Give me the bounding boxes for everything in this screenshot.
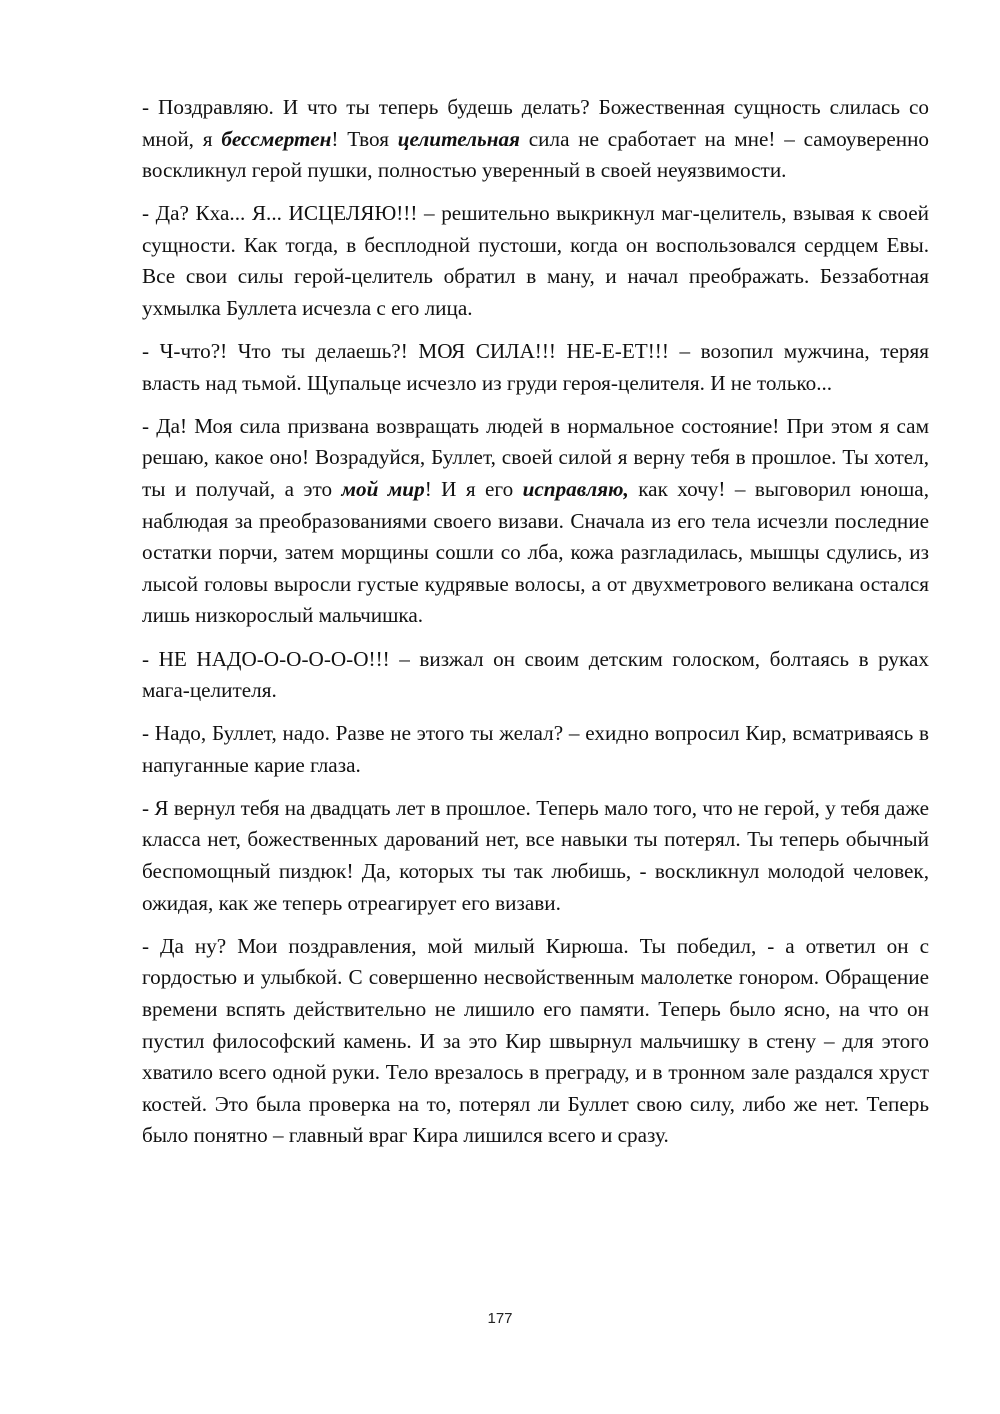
paragraph-text: - Надо, Буллет, надо. Разве не этого ты желал? – ехидно вопросил Кир, всматриваясь в напуганные карие глаза. [142,721,929,777]
page-body-text [142,92,929,1163]
paragraph-6 [142,718,929,781]
paragraph-text: - Да? Кха... Я... ИСЦЕЛЯЮ!!! – решительно выкрикнул маг-целитель, взывая к своей сущности. Как тогда, в бесплодной пустоши, когда он воспользовался сердцем Евы. Все свои силы герой-целитель обратил в ману, и начал преображать. Беззаботная ухмылка Буллета исчезла с его лица. [142,201,929,321]
paragraph-text: ! И я его [424,477,523,502]
emphasized-text: бессмертен [221,126,332,151]
paragraph-text: как хочу! – выговорил юноша, наблюдая за преобразованиями своего визави. Сначала из его тела исчезли последние остатки порчи, затем морщины сошли со лба, кожа разгладилась, мышцы сдулись, из лысой головы выросли густые кудрявые волосы, а от двухметрового великана остался лишь низкорослый мальчишка. [142,477,929,628]
paragraph-text: - Да! Моя сила призвана возвращать людей в нормальное состояние! При этом я сам решаю, какое оно! Возрадуйся, Буллет, своей силой я верну тебя в прошлое. Ты хотел, ты и получай, а это [142,413,929,502]
paragraph-4 [142,411,929,632]
paragraph-text: - Я вернул тебя на двадцать лет в прошлое. Теперь мало того, что не герой, у тебя даже класса нет, божественных дарований нет, все навыки ты потерял. Ты теперь обычный беспомощный пиздюк! Да, которых ты так любишь, - воскликнул молодой человек, ожидая, как же теперь отреагирует его визави. [142,795,929,915]
paragraph-1 [142,92,929,187]
paragraph-8 [142,931,929,1152]
paragraph-text: сила не сработает на мне! – самоуверенно воскликнул герой пушки, полностью уверенный в своей неуязвимости. [142,126,929,183]
emphasized-text: мой мир [341,477,425,502]
paragraph-text: - Поздравляю. И что ты теперь будешь делать? Божественная сущность слилась со мной, я [142,95,929,151]
page-number: 177 [487,1310,513,1327]
paragraph-3 [142,336,929,399]
paragraph-7 [142,793,929,919]
emphasized-text: целительная [397,126,520,151]
paragraph-2 [142,198,929,324]
paragraph-text: - Ч-что?! Что ты делаешь?! МОЯ СИЛА!!! НЕ-Е-ЕТ!!! – возопил мужчина, теряя власть над тьмой. Щупальце исчезло из груди героя-целителя. И не только... [142,339,929,395]
paragraph-text: ! Твоя [331,126,398,151]
paragraph-text: - НЕ НАДО-О-О-О-О-О!!! – визжал он своим детским голоском, болтаясь в руках мага-целителя. [142,646,929,703]
emphasized-text: исправляю, [522,477,629,502]
paragraph-text: - Да ну? Мои поздравления, мой милый Кирюша. Ты победил, - а ответил он с гордостью и улыбкой. С совершенно несвойственным малолетке гонором. Обращение времени вспять действительно не лишило его памяти. Теперь было ясно, на что он пустил философский камень. И за это Кир швырнул мальчишку в стену – для этого хватило всего одной руки. Тело врезалось в преграду, и в тронном зале раздался хруст костей. Это была проверка на то, потерял ли Буллет свою силу, либо же нет. Теперь было понятно – главный враг Кира лишился всего и сразу. [142,933,929,1148]
paragraph-5 [142,644,929,707]
